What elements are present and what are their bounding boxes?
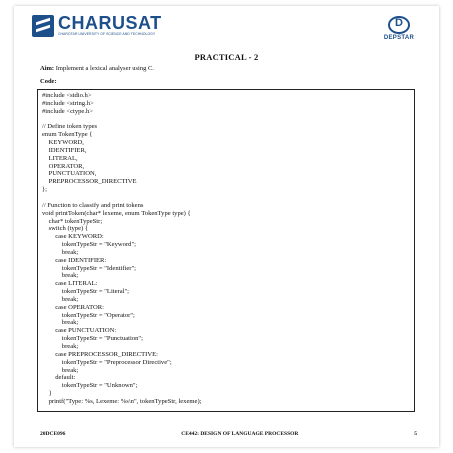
document-page	[14, 6, 439, 447]
depstar-logo	[379, 16, 419, 42]
code-line: case PUNCTUATION:	[42, 327, 117, 335]
code-line: break;	[42, 295, 79, 303]
code-line: case OPERATOR:	[42, 303, 104, 311]
university-name: CHARUSAT	[58, 13, 162, 33]
footer-student-id: 20DCE096	[40, 431, 66, 437]
aim-label: Aim:	[40, 65, 55, 72]
code-line: break;	[42, 366, 79, 374]
code-line: break;	[42, 343, 79, 350]
code-line: case PREPROCESSOR_DIRECTIVE:	[42, 350, 158, 358]
code-line: // Function to classify and print tokens	[42, 201, 144, 209]
charusat-logo	[32, 14, 162, 37]
aim-text: Implement a lexical analyser using C.	[55, 65, 154, 72]
depstar-logo-text: DEPSTAR	[383, 35, 415, 41]
code-line: #include <stdio.h>	[42, 92, 92, 99]
code-line: // Define token types	[42, 123, 98, 131]
code-line: switch (type) {	[42, 225, 89, 233]
code-line: PREPROCESSOR_DIRECTIVE	[42, 178, 137, 186]
code-line: tokenTypeStr = "Unknown";	[42, 382, 138, 390]
code-line: printf("Type: %s, Lexeme: %s\n", tokenTypeStr, lexeme);	[42, 397, 202, 405]
code-line: case IDENTIFIER:	[42, 256, 107, 264]
page-footer	[40, 431, 417, 437]
code-line: break;	[42, 272, 79, 280]
code-line: tokenTypeStr = "Operator";	[42, 311, 135, 319]
code-line: break;	[42, 248, 79, 256]
code-line: #include <ctype.h>	[42, 107, 94, 115]
code-line: tokenTypeStr = "Identifier";	[42, 264, 136, 272]
footer-page-number: 5	[414, 431, 417, 437]
code-line: IDENTIFIER,	[42, 146, 87, 154]
code-line: tokenTypeStr = "Punctuation";	[42, 335, 143, 343]
code-text	[38, 90, 414, 406]
code-line: enum TokenType {	[42, 131, 93, 139]
code-line: case LITERAL:	[42, 280, 98, 288]
code-label: Code:	[40, 78, 57, 85]
code-line: tokenTypeStr = "Keyword";	[42, 241, 136, 249]
code-line: case KEYWORD:	[42, 233, 104, 241]
code-line	[42, 116, 414, 124]
code-line: OPERATOR,	[42, 162, 85, 170]
code-line: #include <string.h>	[42, 99, 94, 107]
code-line: break;	[42, 319, 79, 327]
code-line: }	[42, 390, 52, 398]
code-line: default:	[42, 374, 76, 382]
code-block	[37, 89, 415, 412]
code-line: void printToken(char* lexeme, enum TokenType type) {	[42, 209, 191, 217]
code-line: };	[42, 186, 47, 194]
code-line: tokenTypeStr = "Literal";	[42, 288, 130, 296]
code-line: LITERAL,	[42, 154, 78, 162]
code-line: char* tokenTypeStr;	[42, 217, 103, 225]
code-line	[42, 194, 414, 202]
page-title: PRACTICAL - 2	[194, 52, 259, 62]
charusat-emblem-icon	[32, 15, 54, 37]
depstar-emblem-icon	[388, 16, 410, 34]
code-line: tokenTypeStr = "Preprocessor Directive";	[42, 358, 172, 366]
university-tagline: CHAROTAR UNIVERSITY OF SCIENCE AND TECHNOLOGY	[58, 32, 156, 36]
aim-line	[40, 65, 154, 72]
code-line: KEYWORD,	[42, 139, 84, 147]
footer-course: CE442: DESIGN OF LANGUAGE PROCESSOR	[181, 431, 299, 437]
code-line: PUNCTUATION,	[42, 170, 97, 178]
